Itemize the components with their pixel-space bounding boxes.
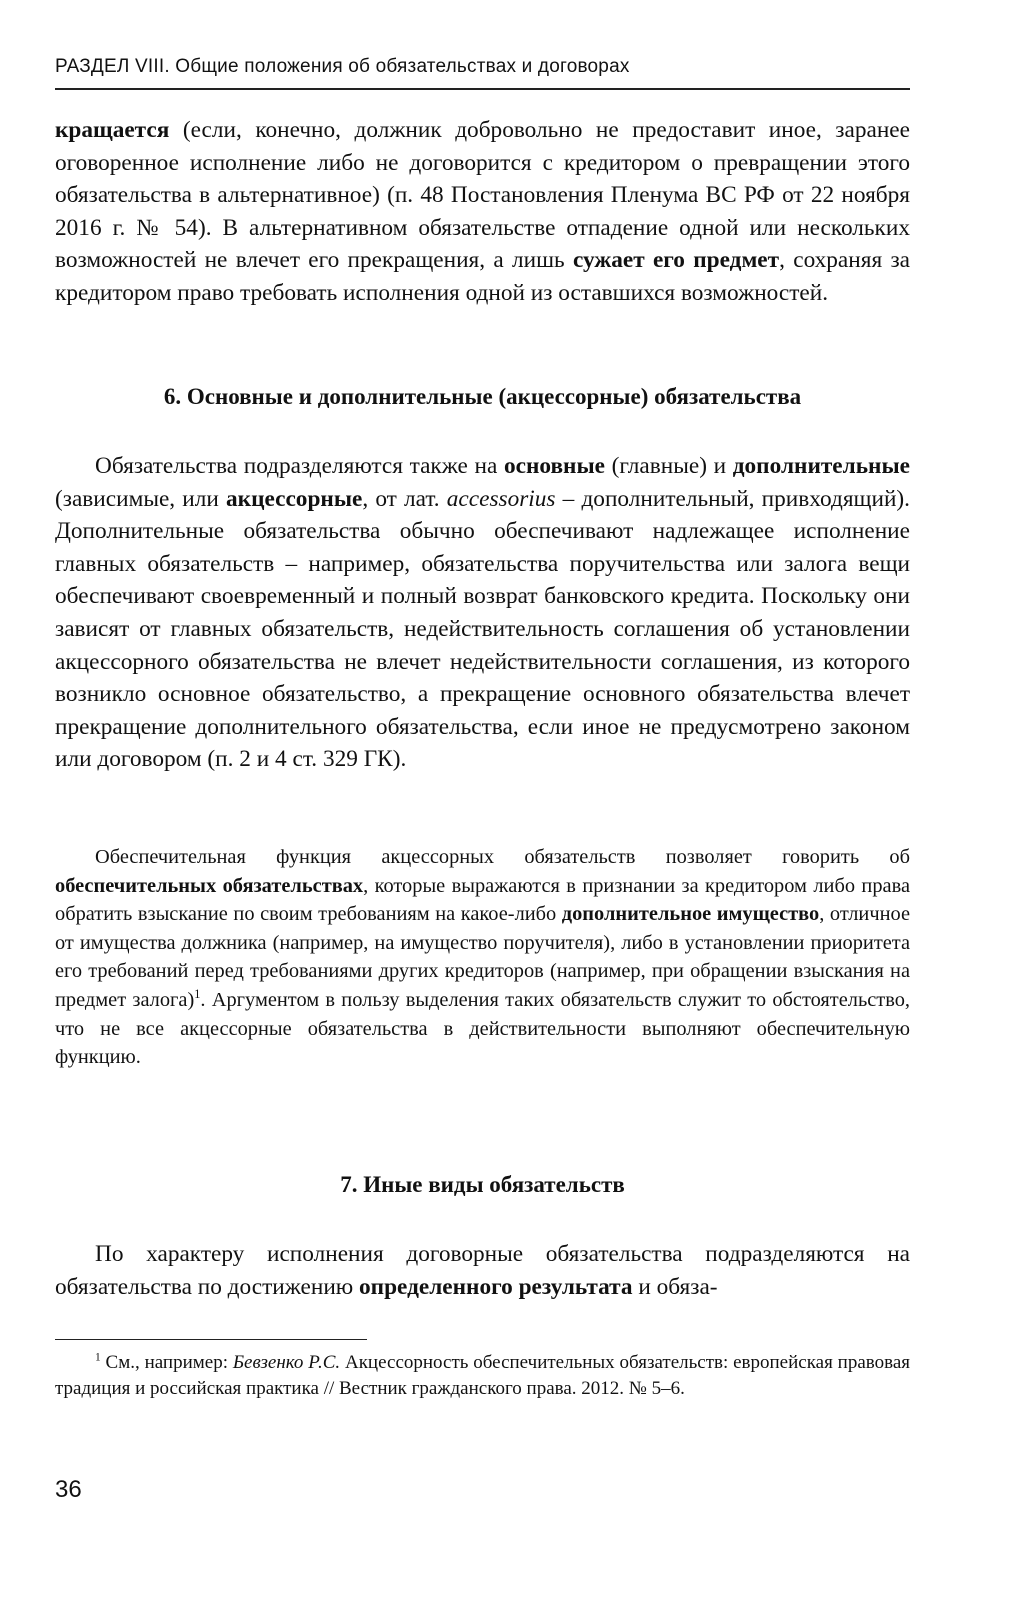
paragraph-performance (55, 1238, 910, 1303)
footnote-text: См., например: (100, 1352, 233, 1373)
author-name: Бевзенко Р.С. (232, 1352, 341, 1373)
paragraph-text: , которые выражаются в признании за кредитором либо права обратить взыскание по своим требованиям на какое-либо (55, 874, 910, 926)
bold-term: акцессорные (226, 485, 363, 512)
footnote-mark: 1 (95, 1351, 101, 1364)
bold-term: определенного результата (359, 1273, 633, 1300)
latin-term: accessorius (446, 485, 556, 512)
footnote-divider (55, 1339, 367, 1340)
paragraph-text: Обеспечительная функция акцессорных обязательств позволяет говорить об (95, 846, 910, 868)
paragraph-security-function (55, 843, 910, 1072)
page-number: 36 (55, 1476, 82, 1503)
paragraph-text: – дополнительный, привходящий). Дополнительные обязательства обычно обеспечивают надлежащее исполнение главных обязательств – например, обязательства поручительства или залога вещи обеспечивают своевременный и полный возврат банковского кредита. Поскольку они зависят от главных обязательств, недействительность соглашения об установлении акцессорного обязательства не влечет недействительности соглашения, из которого возникло основное обязательство, а прекращение основного обязательства влечет прекращение дополнительного обязательства, если иное не предусмотрено законом или договором (п. 2 и 4 ст. 329 ГК). (55, 485, 910, 773)
bold-term: кращается (55, 117, 170, 143)
section-heading-7: 7. Иные виды обязательств (340, 1172, 625, 1197)
bold-term: основные (503, 453, 605, 479)
section-heading-6: 6. Основные и дополнительные (акцессорные) обязательства (163, 384, 802, 409)
bold-term: дополнительные (732, 453, 910, 479)
paragraph-text: , отличное от имущества должника (например, на имущество поручителя), либо в установлении приоритета его требований перед требованиями других кредиторов (например, при обращении взыскания на предмет залога) (55, 903, 910, 1011)
paragraph-text: , сохраняя за кредитором право требовать исполнения одной из оставшихся возможностей. (55, 247, 911, 306)
running-header: РАЗДЕЛ VIII. Общие положения об обязательствах и договорах (55, 56, 630, 77)
bold-term: дополнительное имущество (561, 903, 820, 926)
paragraph-main-obligations (55, 450, 910, 776)
paragraph-continuation (55, 114, 910, 310)
bold-term: сужает его предмет (572, 247, 780, 274)
paragraph-text: (если, конечно, должник добровольно не предоставит иное, заранее оговоренное исполнение либо не договорится с кредитором о превращении этого обязательства в альтернативное) (п. 48 Постановления Пленума ВС РФ от 22 ноября 2016 г. № 54). В альтернативном обязательстве отпадение одной или нескольких возможностей не влечет его прекращения, а лишь (55, 117, 910, 274)
paragraph-text: и обяза- (632, 1273, 718, 1300)
header-divider (55, 88, 910, 90)
paragraph-text: . Аргументом в пользу выделения таких обязательств служит то обстоятельство, что не все акцессорные обязательства в действительности выполняют обеспечительную функцию. (55, 988, 910, 1069)
paragraph-text: , от лат. (362, 485, 447, 512)
footnote (55, 1350, 910, 1402)
paragraph-text: (зависимые, или (55, 485, 226, 512)
paragraph-text: Обязательства подразделяются также на (95, 453, 504, 479)
paragraph-text: (главные) и (605, 453, 733, 479)
footnote-text: Акцессорность обеспечительных обязательств: европейская правовая традиция и российская практика // Вестник гражданского права. 2012. № 5–6. (55, 1352, 910, 1399)
paragraph-text: По характеру исполнения договорные обязательства подразделяются на обязательства по достижению (55, 1241, 910, 1300)
bold-term: обеспечительных обязательствах (55, 874, 364, 897)
footnote-ref: 1 (194, 987, 201, 1002)
